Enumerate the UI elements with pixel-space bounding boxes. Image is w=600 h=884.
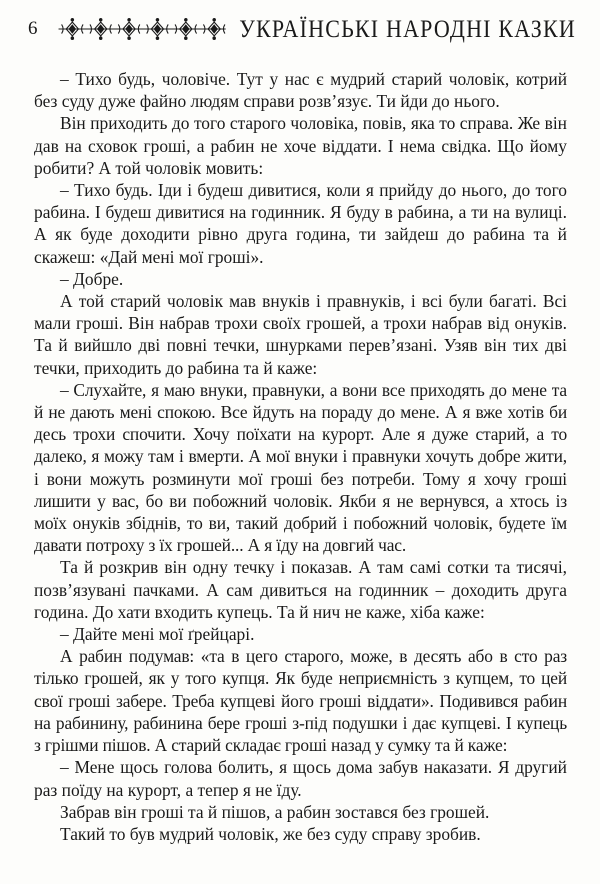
paragraph: Та й розкрив він одну течку і показав. А там самі сотки та тисячі, позв’язувані пачками. А сам дивиться на годинник – доходить друга година. До хати входить купець. Та й нич не каже, хіба каже: <box>34 557 567 622</box>
paragraph: А той старий чоловік мав внуків і правнуків, і всі були багаті. Всі мали гроші. Він набрав трохи своїх грошей, а трохи набрав від онуків. Та й вийшло дві повні течки, шнурками перев’язані. Узяв він тих дві течки, приходить до рабина та й каже: <box>34 291 567 378</box>
running-title: УКРАЇНСЬКІ НАРОДНІ КАЗКИ <box>239 14 576 43</box>
paragraph: – Тихо будь, чоловіче. Тут у нас є мудрий старий чоловік, котрий без суду дуже файно людям справи розв’язує. Ти йди до нього. <box>34 69 567 112</box>
paragraph: Він приходить до того старого чоловіка, повів, яка то справа. Же він дав на сховок гроші, а рабин не хоче віддати. І нема свідка. Що йому робити? А той чоловік мовить: <box>34 113 567 178</box>
paragraph: – Добре. <box>60 268 124 289</box>
paragraph: Такий то був мудрий чоловік, же без суду справу зробив. <box>60 823 481 844</box>
paragraph: – Дайте мені мої ґрейцарі. <box>60 624 255 645</box>
paragraph: – Мене щось голова болить, я щось дома забув наказати. Я другий раз поїду на курорт, а тепер я не їду. <box>34 757 567 800</box>
paragraph: – Тихо будь. Іди і будеш дивитися, коли я прийду до нього, до того рабина. І будеш дивитися на годинник. Я буду в рабина, а ти на вулиці. А як буде доходити рівно друга година, ти зайдеш до рабина та й скажеш: «Дай мені мої гроші». <box>34 180 567 267</box>
page-number: 6 <box>28 18 38 39</box>
story-text <box>34 68 567 845</box>
paragraph: – Слухайте, я маю внуки, правнуки, а вони все приходять до мене та й не дають мені спокою. Все йдуть на пораду до мене. А я вже хотів би десь трохи спочити. Хочу поїхати на курорт. Але я дуже старий, а то далеко, я можу там і вмерти. А мої внуки і правнуки хочуть добре жити, і вони можуть розминути мої гроші без потреби. Тому я хочу гроші лишити у вас, бо ви побожний чоловік. Якби я не вернувся, а хтось із моїх онуків збіднів, то ви, такий добрий і побожний чоловік, будете їм давати потроху з їх грошей... А я їду на довгий час. <box>34 379 567 556</box>
folk-ornament-icon <box>57 14 227 44</box>
page-header <box>28 12 576 46</box>
paragraph: А рабин подумав: «та в цего старого, може, в десять або в сто раз тілько грошей, як у того купця. Як буде неприємність з купцем, то цей свої гроші забере. Треба купцеві його гроші віддати». Подивився рабин на рабинину, рабинина бере гроші з-під подушки і дає купцеві. І купець з грішми пішов. А старий складає гроші назад у сумку та й каже: <box>34 646 567 756</box>
paragraph: Забрав він гроші та й пішов, а рабин зостався без грошей. <box>60 801 490 822</box>
